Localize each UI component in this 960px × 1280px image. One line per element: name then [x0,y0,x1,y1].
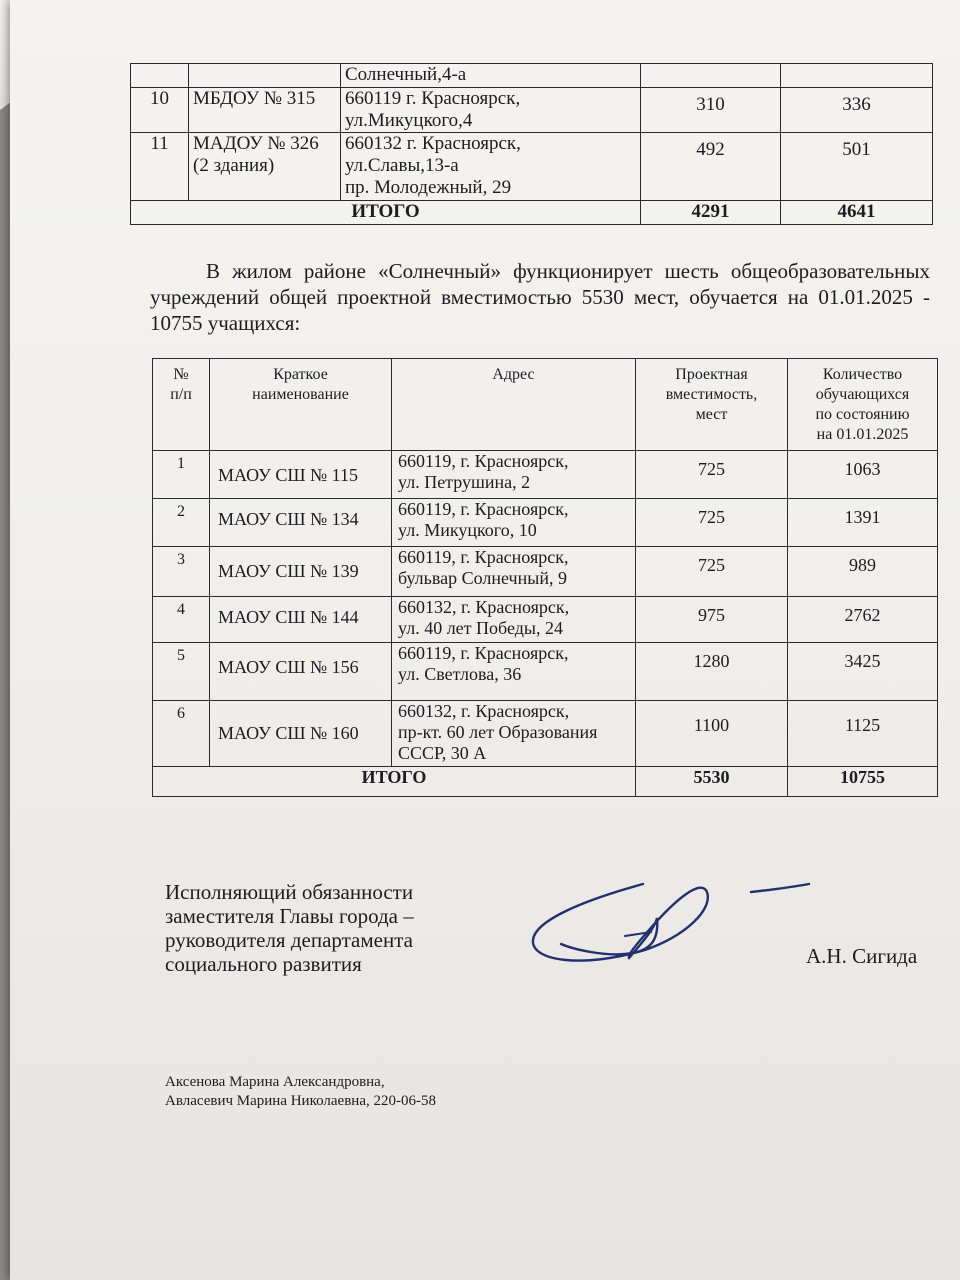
row-number: 1 [153,451,210,499]
design-capacity: 725 [636,499,788,547]
row-number: 4 [153,597,210,643]
row-number: 2 [153,499,210,547]
institution-address: 660132 г. Красноярск, ул.Славы,13-а пр. Молодежный, 29 [341,133,641,201]
header-name: Краткое наименование [210,359,392,451]
design-capacity: 725 [636,451,788,499]
design-capacity: 1100 [636,701,788,767]
total-count: 10755 [788,767,938,797]
table-row [131,133,933,201]
table-row [153,499,938,547]
school-name: МАОУ СШ № 156 [210,643,392,701]
row-number: 5 [153,643,210,701]
header-capacity: Проектная вместимость, мест [636,359,788,451]
institution-address: Солнечный,4-а [341,64,641,88]
total-capacity: 4291 [641,201,781,225]
row-number: 11 [131,133,189,201]
school-name: МАОУ СШ № 144 [210,597,392,643]
design-capacity [641,64,781,88]
school-name: МАОУ СШ № 139 [210,547,392,597]
institution-name [189,64,341,88]
row-number: 10 [131,88,189,133]
table-row [153,451,938,499]
total-row [131,201,933,225]
student-count [781,64,933,88]
design-capacity: 310 [641,88,781,133]
total-count: 4641 [781,201,933,225]
school-address: 660119, г. Красноярск, ул. Петрушина, 2 [392,451,636,499]
institution-name: МАДОУ № 326 (2 здания) [189,133,341,201]
design-capacity: 725 [636,547,788,597]
institution-name: МБДОУ № 315 [189,88,341,133]
body-paragraph: В жилом районе «Солнечный» функционирует шесть общеобразовательных учреждений общей проектной вместимостью 5530 мест, обучается на 01.01.2025 - 10755 учащихся: [150,259,930,335]
row-number [131,64,189,88]
institution-address: 660119 г. Красноярск, ул.Микуцкого,4 [341,88,641,133]
table-row [153,597,938,643]
header-num: № п/п [153,359,210,451]
school-address: 660132, г. Красноярск, ул. 40 лет Победы, 24 [392,597,636,643]
header-address: Адрес [392,359,636,451]
school-address: 660119, г. Красноярск, бульвар Солнечный, 9 [392,547,636,597]
school-address: 660132, г. Красноярск, пр-кт. 60 лет Образования СССР, 30 А [392,701,636,767]
design-capacity: 975 [636,597,788,643]
handwritten-signature [525,870,815,980]
table-row [153,547,938,597]
school-name: МАОУ СШ № 115 [210,451,392,499]
school-name: МАОУ СШ № 160 [210,701,392,767]
signatory-name: А.Н. Сигида [806,944,918,968]
table-row [153,643,938,701]
table-row [131,88,933,133]
header-count: Количество обучающихся по состоянию на 01.01.2025 [788,359,938,451]
table-row [153,701,938,767]
total-row [153,767,938,797]
student-count: 1063 [788,451,938,499]
total-capacity: 5530 [636,767,788,797]
student-count: 3425 [788,643,938,701]
schools-table [152,358,938,797]
row-number: 3 [153,547,210,597]
student-count: 1125 [788,701,938,767]
executors-note: Аксенова Марина Александровна, Авласевич Марина Николаевна, 220-06-58 [165,1074,436,1109]
table-row [131,64,933,88]
table-header-row [153,359,938,451]
student-count: 1391 [788,499,938,547]
student-count: 989 [788,547,938,597]
kindergarten-table-continuation [130,63,933,225]
student-count: 501 [781,133,933,201]
row-number: 6 [153,701,210,767]
school-address: 660119, г. Красноярск, ул. Светлова, 36 [392,643,636,701]
design-capacity: 1280 [636,643,788,701]
design-capacity: 492 [641,133,781,201]
student-count: 2762 [788,597,938,643]
school-name: МАОУ СШ № 134 [210,499,392,547]
school-address: 660119, г. Красноярск, ул. Микуцкого, 10 [392,499,636,547]
student-count: 336 [781,88,933,133]
total-label: ИТОГО [153,767,636,797]
total-label: ИТОГО [131,201,641,225]
signatory-position: Исполняющий обязанности заместителя Главы города – руководителя департамента социального развития [165,880,414,976]
